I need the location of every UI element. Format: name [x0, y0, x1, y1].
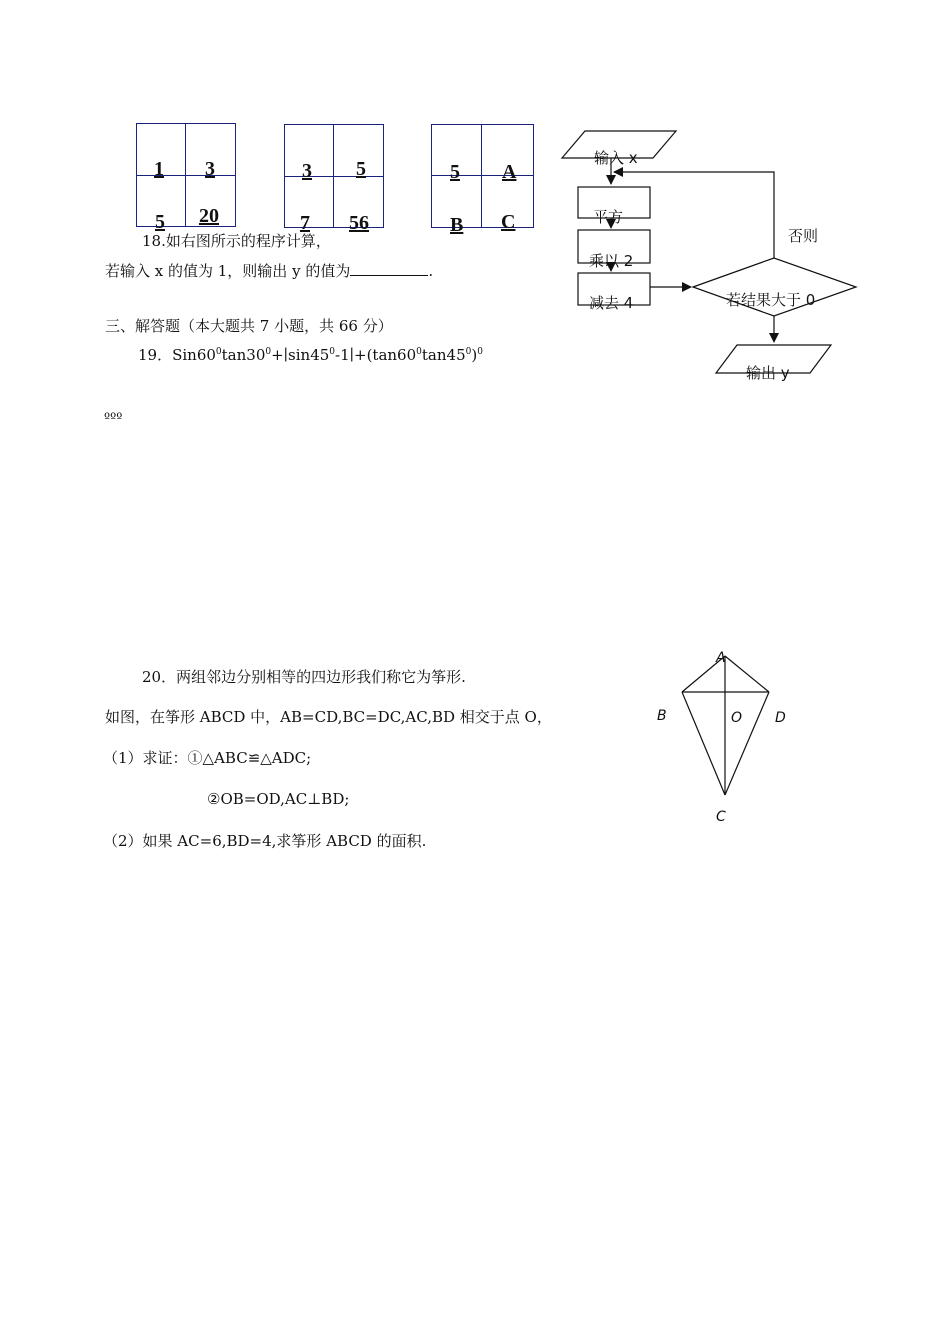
- grid-2-cell-4: 56: [349, 212, 369, 234]
- q20-line2: 如图，在筝形 ABCD 中，AB=CD,BC=DC,AC,BD 相交于点 O，: [105, 708, 552, 726]
- grid-3-cell-1: 5: [450, 161, 460, 183]
- q19-part-1: 19．Sin60: [138, 346, 216, 364]
- number-grid-1: [136, 123, 236, 227]
- section-3-heading: 三、解答题（本大题共 7 小题，共 66 分）: [105, 317, 393, 335]
- step-subtract-label: 减去 4: [589, 294, 634, 312]
- q19-part-6: ): [471, 346, 478, 364]
- q19-part-5: tan45: [421, 346, 466, 364]
- step-multiply-label: 乘以 2: [589, 252, 634, 270]
- grid-2-cell-3: 7: [300, 212, 310, 234]
- grid-1-cell-1: 1: [154, 158, 164, 180]
- q18-line2: [105, 261, 433, 280]
- number-grid-3: [431, 124, 534, 228]
- grid-2-cell-2: 5: [356, 158, 366, 180]
- q20-line1: 20．两组邻边分别相等的四边形我们称它为筝形.: [142, 668, 466, 686]
- q20-line5: （2）如果 AC=6,BD=4,求筝形 ABCD 的面积.: [103, 832, 427, 850]
- grid-2-cell-1: 3: [302, 160, 312, 182]
- q20-line4: ②OB=OD,AC⊥BD;: [207, 790, 350, 808]
- vertex-b-label: B: [657, 708, 667, 724]
- input-label: 输入 x: [594, 149, 638, 167]
- q18-line2-suffix: .: [428, 262, 434, 280]
- flowchart: [540, 120, 880, 390]
- grid-1-cell-2: 3: [205, 158, 215, 180]
- q19-part-4: -1∣+(tan60: [335, 346, 417, 364]
- vertex-a-label: A: [716, 650, 726, 666]
- vertex-d-label: D: [775, 710, 786, 726]
- dots-mark: ººº: [104, 411, 123, 426]
- output-label: 输出 y: [746, 364, 790, 382]
- q19-sup-2: 0: [265, 347, 272, 357]
- q18-line1: 18.如右图所示的程序计算，: [142, 232, 331, 250]
- q19-expression: [138, 346, 483, 364]
- vertex-c-label: C: [716, 809, 726, 825]
- point-o-label: O: [731, 710, 743, 726]
- grid-1-cell-4: 20: [199, 205, 219, 227]
- grid-3-cell-2: A: [502, 161, 517, 183]
- q20-line3: （1）求证：①△ABC≌△ADC;: [103, 749, 312, 767]
- q19-sup-5: 0: [465, 347, 472, 357]
- q19-sup-4: 0: [416, 347, 422, 357]
- q19-part-3: +∣sin45: [271, 346, 330, 364]
- number-grid-2: [284, 124, 384, 228]
- q19-sup-3: 0: [329, 347, 336, 357]
- q18-line2-text: 若输入 x 的值为 1，则输出 y 的值为: [105, 262, 351, 280]
- grid-3-cell-3: B: [450, 214, 464, 236]
- q19-part-2: tan30: [221, 346, 266, 364]
- grid-1-cell-3: 5: [155, 211, 165, 233]
- grid-3-cell-4: C: [501, 211, 516, 233]
- kite-figure: [645, 645, 795, 830]
- q19-sup-1: 0: [215, 347, 222, 357]
- else-label: 否则: [788, 227, 819, 245]
- loop-back-arrow: [614, 172, 774, 258]
- q19-sup-6: 0: [477, 347, 483, 357]
- answer-blank: [350, 261, 428, 276]
- step-square-label: 平方: [593, 208, 624, 226]
- decision-label: 若结果大于 0: [726, 291, 816, 309]
